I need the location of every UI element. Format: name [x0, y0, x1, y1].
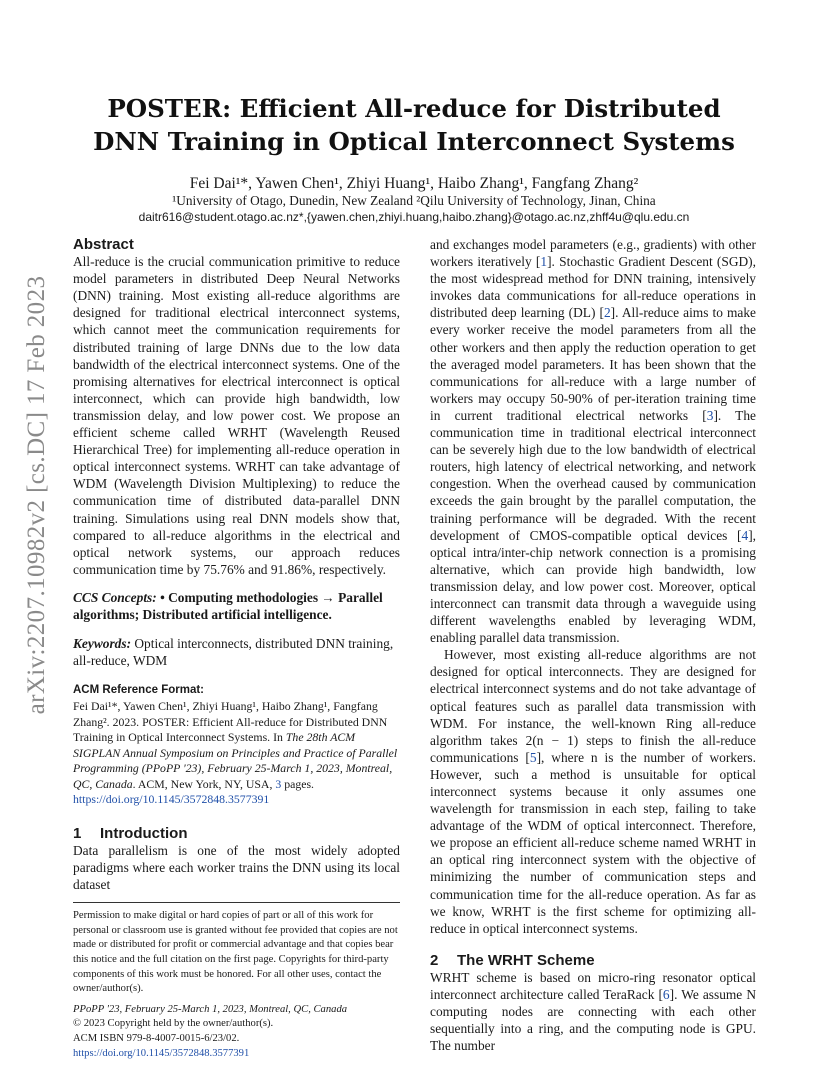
left-column: [73, 236, 400, 1061]
intro-paragraph-1: [430, 236, 756, 646]
keywords: [73, 635, 400, 669]
intro-text-left: Data parallelism is one of the most widely adopted paradigms where each worker trains the DNN using its local dataset: [73, 842, 400, 893]
keywords-label: Keywords:: [73, 636, 132, 652]
acm-ref-venue: The 28th ACM SIGPLAN Annual Symposium on Principles and Practice of Parallel Programming (PPoPP '23), February 25-March 1, 2023, Montreal, QC, Canada: [73, 730, 398, 791]
section-2-number: 2: [430, 951, 439, 969]
acm-ref-body: [73, 699, 400, 808]
citation-3[interactable]: 3: [706, 407, 714, 423]
citation-4[interactable]: 4: [741, 527, 749, 543]
text-segment: and exchanges model parameters (e.g., gradients) with other workers iteratively [: [430, 237, 756, 270]
text-segment: ]. We assume N computing nodes are connecting with each other sequentially into a ring, and the computing node is GPU. The number: [430, 987, 756, 1054]
intro-paragraph-2: [430, 646, 756, 937]
footnote-doi-link[interactable]: https://doi.org/10.1145/3572848.3577391: [73, 1047, 250, 1059]
abstract-text: All-reduce is the crucial communication primitive to reduce model parameters in distributed Deep Neural Networks (DNN) training. Most existing all-reduce algorithms are designed for traditional electrical interconnect systems, which cannot meet the communication requirements for distributed training of large DNNs due to the low data bandwidth of the electrical interconnect systems. One of the promising alternatives for electrical interconnect is optical interconnect, which can provide high bandwidth, low transmission delay, and low power cost. We propose an efficient scheme called WRHT (Wavelength Reused Hierarchical Tree) for implementing all-reduce operation in optical interconnect systems. WRHT can take advantage of WDM (Wavelength Division Multiplexing) to reduce the communication time of distributed data-parallel DNN training. Simulations using real DNN models show that, compared to all-reduce algorithms in the electrical and optical network systems, our approach reduces communication time by 75.76% and 91.86%, respectively.: [73, 254, 400, 577]
text-segment: ]. Stochastic Gradient Descent (SGD), the most widespread method for DNN training, intensively invokes data communications for all-reduce operations in distributed deep learning (DL) [: [430, 254, 756, 321]
citation-5[interactable]: 5: [529, 749, 537, 765]
text-segment: ], optical intra/inter-chip network connection is a promising alternative, which can provide high bandwidth, low transmission delay, and low power cost. Moreover, optical interconnect can transmit data through a waveguide using different wavelengths enabled by leveraging WDM, enabling parallel data transmission.: [430, 527, 756, 646]
text-segment: However, most existing all-reduce algorithms are not designed for optical interconnects. They are designed for electrical interconnect systems and do not take advantage of optical features such as parallel data transmission with WDM. For instance, the well-known Ring all-reduce algorithm takes 2(n − 1) steps to finish the all-reduce communications [: [430, 647, 756, 765]
section-2-text: [430, 969, 756, 1054]
text-segment: ]. The communication time in traditional electrical interconnect can be severely high due to the low bandwidth of electrical routers, high latency of electrical networking, and network congestion. When the overhead caused by communication exceeds the gain brought by the parallel computation, the training performance will be degraded. With the recent development of CMOS-compatible optical devices [: [430, 407, 756, 543]
intro-number: 1: [73, 824, 82, 842]
section-2-title-pre: The: [457, 951, 488, 969]
citation-2[interactable]: 2: [603, 305, 611, 321]
acm-ref-doi-link[interactable]: https://doi.org/10.1145/3572848.3577391: [73, 792, 270, 807]
arxiv-identifier: arXiv:2207.10982v2 [cs.DC] 17 Feb 2023: [23, 275, 50, 715]
ccs-text: • Computing methodologies → Parallel algorithms; Distributed artificial intelligence.: [73, 589, 383, 622]
intro-title: Introduction: [100, 824, 188, 842]
text-segment: ], where n is the number of workers. However, such a method is unsuitable for optical interconnect systems because it only assumes one wavelength for transmission in each step, failing to take advantage of the WDM of optical interconnect. Therefore, we propose an efficient all-reduce scheme named WRHT in an optical ring interconnect system with the objective of minimizing the number of communication steps and communication time for the all-reduce operation. As far as we know, WRHT is the first scheme for optimizing all-reduce in optical interconnect systems.: [430, 749, 756, 936]
paper-title: POSTER: Efficient All-reduce for Distributed DNN Training in Optical Interconnect Systems: [93, 94, 735, 156]
footnote-divider: [73, 902, 400, 903]
acm-ref-heading: ACM Reference Format:: [73, 684, 204, 697]
text-segment: WRHT scheme is based on micro-ring resonator optical interconnect architecture called TeraRack [: [430, 969, 756, 1003]
author-emails: daitr616@student.otago.ac.nz*,{yawen.chen,zhiyi.huang,haibo.zhang}@otago.ac.nz,zhff4u@qlu.edu.cn: [138, 210, 690, 224]
section-2-heading: [430, 952, 756, 969]
ccs-concepts: [73, 589, 400, 623]
affiliations: ¹University of Otago, Dunedin, New Zealand ²Qilu University of Technology, Jinan, China: [172, 193, 656, 208]
text-segment: ]. All-reduce aims to make every worker receive the model parameters from all the other workers and then apply the reduction operation to get the averaged model parameters. It has been shown that the communications for all-reduce with a large number of workers may occupy 50-90% of per-iteration training time in current traditional electrical networks [: [430, 305, 756, 423]
footnote-copyright: © 2023 Copyright held by the owner/author(s).: [73, 1018, 274, 1030]
acm-ref-part2: . ACM, New York, NY, USA,: [132, 776, 276, 791]
keywords-text: Optical interconnects, distributed DNN training, all-reduce, WDM: [73, 636, 394, 669]
permission-notice: Permission to make digital or hard copies of part or all of this work for personal or classroom use is granted without fee provided that copies are not made or distributed for profit or commercial advantage and that copies bear this notice and the full citation on the first page. Copyrights for third-party components of this work must be honored. For all other uses, contact the owner/author(s).: [73, 910, 398, 995]
right-column: [430, 236, 756, 1054]
arxiv-stamp: [23, 275, 50, 715]
footnote-isbn: ACM ISBN 979-8-4007-0015-6/23/02.: [73, 1032, 240, 1044]
abstract-heading: Abstract: [73, 236, 134, 253]
section-2-title-post: Scheme: [532, 951, 595, 969]
footnote-venue: PPoPP '23, February 25-March 1, 2023, Montreal, QC, Canada: [73, 1003, 348, 1015]
citation-1[interactable]: 1: [540, 254, 548, 270]
intro-heading: [73, 825, 400, 842]
author-list: Fei Dai¹*, Yawen Chen¹, Zhiyi Huang¹, Haibo Zhang¹, Fangfang Zhang²: [189, 175, 639, 192]
acm-ref-pages-word: pages.: [281, 776, 315, 791]
ccs-label: CCS Concepts:: [73, 589, 157, 605]
section-2-title-scheme: WRHT: [487, 951, 533, 969]
acm-ref-pages-link[interactable]: 3: [275, 776, 282, 791]
acm-ref-part1: Fei Dai¹*, Yawen Chen¹, Zhiyi Huang¹, Haibo Zhang¹, Fangfang Zhang². 2023. POSTER: Efficient All-reduce for Distributed DNN Training in Optical Interconnect Systems. In: [73, 699, 388, 745]
citation-6[interactable]: 6: [662, 987, 670, 1003]
